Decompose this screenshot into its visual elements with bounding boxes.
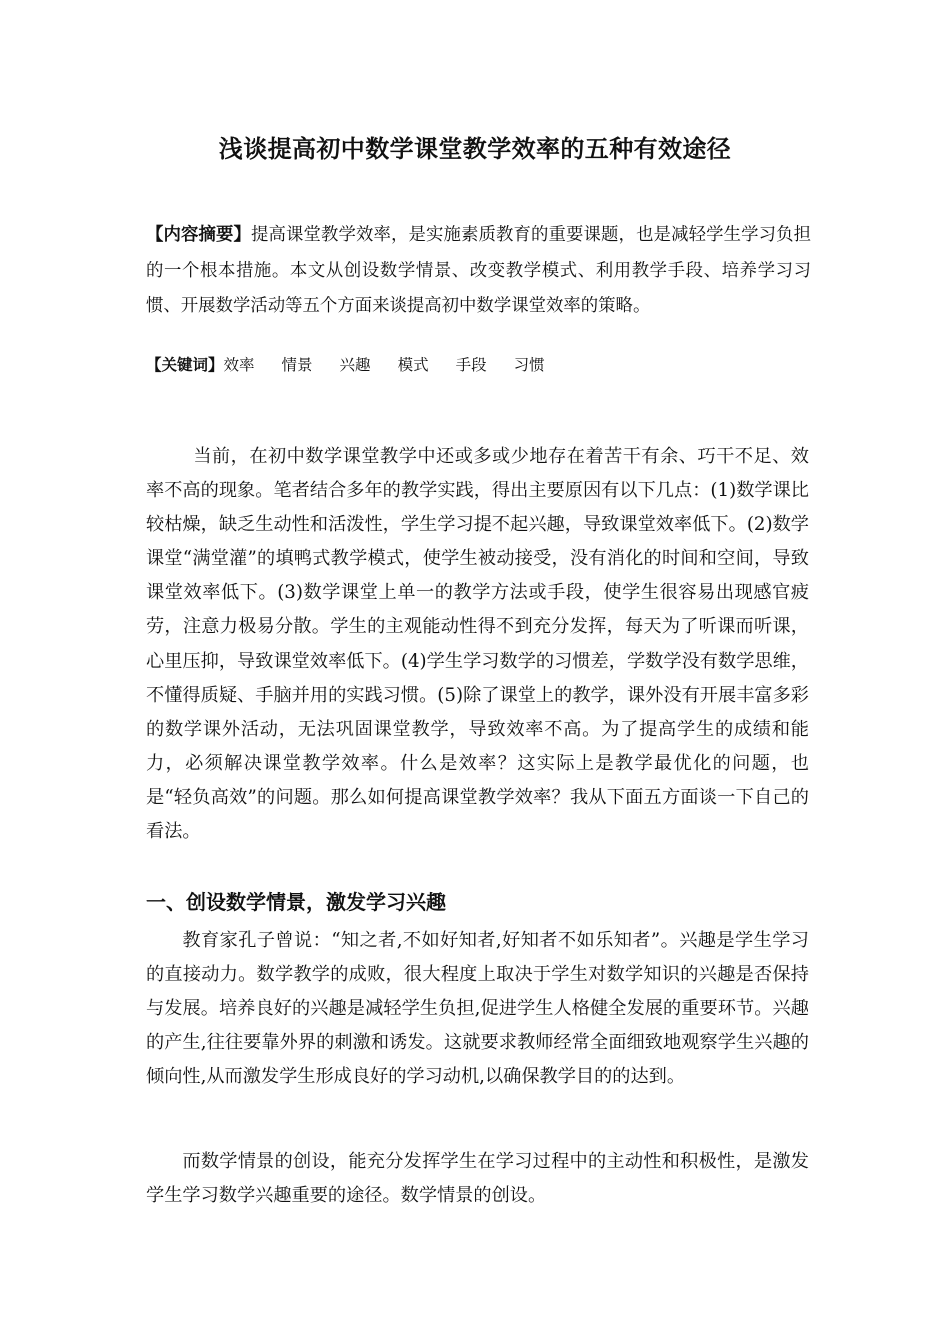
abstract-text: 提高课堂教学效率，是实施素质教育的重要课题，也是减轻学生学习负担的一个根本措施。本文从创设数学情景、改变教学模式、利用教学手段、培养学习习惯、开展数学活动等五个方面来谈提高初中数学课堂效率的策略。 <box>146 225 811 316</box>
section-paragraph: 教育家孔子曾说：“知之者,不如好知者,好知者不如乐知者”。兴趣是学生学习的直接动力。数学教学的成败，很大程度上取决于学生对数学知识的兴趣是否保持与发展。培养良好的兴趣是减轻学生负担,促进学生人格健全发展的重要环节。兴趣的产生,往往要靠外界的刺激和诱发。这就要求教师经常全面细致地观察学生兴趣的倾向性,从而激发学生形成良好的学习动机,以确保教学目的的达到。 <box>146 930 809 1088</box>
keyword: 手段 <box>455 356 487 374</box>
keyword: 情景 <box>281 356 313 374</box>
intro-paragraph: 当前，在初中数学课堂教学中还或多或少地存在着苦干有余、巧干不足、效率不高的现象。笔者结合多年的教学实践，得出主要原因有以下几点：(1)数学课比较枯燥，缺乏生动性和活泼性，学生学习提不起兴趣，导致课堂效率低下。(2)数学课堂“满堂灌”的填鸭式教学模式，使学生被动接受，没有消化的时间和空间，导致课堂效率低下。(3)数学课堂上单一的教学方法或手段，使学生很容易出现感官疲劳，注意力极易分散。学生的主观能动性得不到充分发挥，每天为了听课而听课，心里压抑，导致课堂效率低下。(4)学生学习数学的习惯差，学数学没有数学思维，不懂得质疑、手脑并用的实践习惯。(5)除了课堂上的教学，课外没有开展丰富多彩的数学课外活动，无法巩固课堂教学，导致效率不高。为了提高学生的成绩和能力，必须解决课堂教学效率。什么是效率？这实际上是教学最优化的问题，也是“轻负高效”的问题。那么如何提高课堂教学效率？我从下面五方面谈一下自己的看法。 <box>146 446 809 843</box>
abstract-label: 【内容摘要】 <box>146 225 252 245</box>
keyword: 兴趣 <box>339 356 371 374</box>
document-title: 浅谈提高初中数学课堂教学效率的五种有效途径 <box>218 135 732 163</box>
keywords-label: 【关键词】 <box>146 356 224 374</box>
keywords <box>146 350 545 380</box>
keyword: 模式 <box>397 356 429 374</box>
keyword: 效率 <box>223 356 255 374</box>
abstract <box>146 218 811 325</box>
section-heading: 一、创设数学情景，激发学习兴趣 <box>146 890 446 914</box>
section-paragraph: 而数学情景的创设，能充分发挥学生在学习过程中的主动性和积极性，是激发学生学习数学兴趣重要的途径。数学情景的创设。 <box>146 1151 809 1207</box>
keyword: 习惯 <box>513 356 545 374</box>
